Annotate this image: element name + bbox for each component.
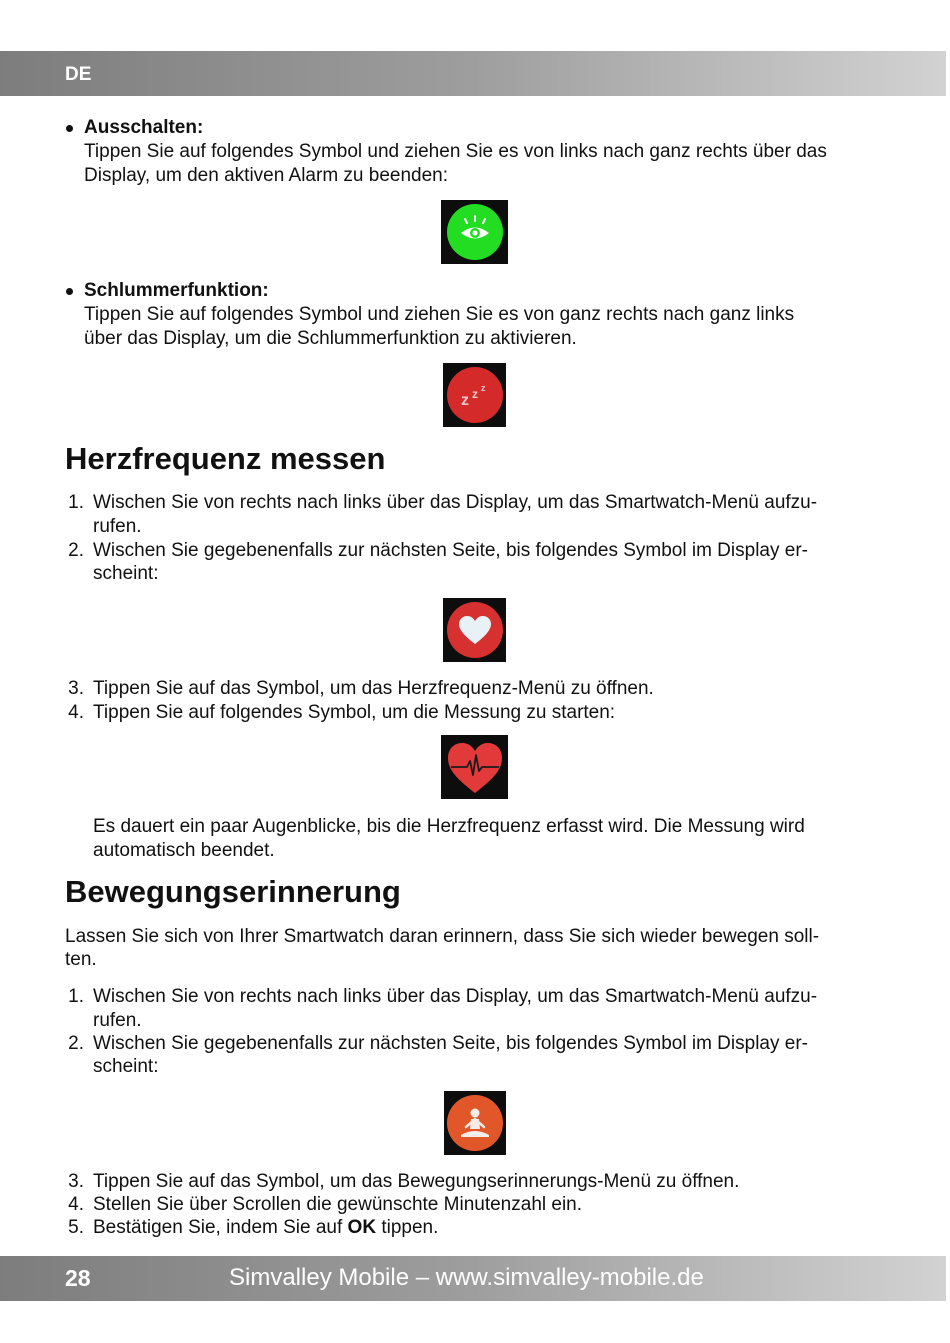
step-number: 4.: [68, 702, 84, 723]
step-number: 5.: [68, 1217, 84, 1238]
heart-icon: [443, 598, 506, 662]
step-text: [93, 1216, 438, 1240]
step-text: Stellen Sie über Scrollen die gewünschte Minutenzahl ein.: [93, 1194, 583, 1215]
snooze-text-line1: Tippen Sie auf folgendes Symbol und ziehen Sie es von ganz rechts nach ganz links: [84, 304, 795, 325]
bullet: [66, 288, 73, 295]
eye-icon: [441, 200, 508, 264]
snooze-text-line2: über das Display, um die Schlummerfunktion zu aktivieren.: [84, 328, 577, 349]
step-number: 2.: [68, 1033, 84, 1054]
step-number: 3.: [68, 678, 84, 699]
step-text: Wischen Sie von rechts nach links über das Display, um das Smartwatch-Menü aufzu-: [93, 986, 818, 1007]
step-text: Tippen Sie auf das Symbol, um das Bewegungserinnerungs-Menü zu öffnen.: [93, 1171, 740, 1192]
section-heading-heart-rate: Herzfrequenz messen: [65, 441, 386, 476]
step-text: Wischen Sie gegebenenfalls zur nächsten Seite, bis folgendes Symbol im Display er-: [93, 1033, 808, 1054]
step-text: scheint:: [93, 1056, 159, 1077]
snooze-title: Schlummerfunktion:: [84, 280, 269, 301]
heart-pulse-icon: [441, 735, 508, 799]
step-text: Wischen Sie von rechts nach links über das Display, um das Smartwatch-Menü aufzu-: [93, 492, 818, 513]
svg-text:z: z: [460, 392, 469, 409]
heart-note-line2: automatisch beendet.: [93, 840, 275, 861]
footer-bar: [0, 1256, 946, 1301]
step-text-part: Bestätigen Sie, indem Sie auf: [93, 1217, 348, 1238]
svg-text:z: z: [471, 387, 478, 401]
step-number: 2.: [68, 540, 84, 561]
step-number: 3.: [68, 1171, 84, 1192]
heart-note-line1: Es dauert ein paar Augenblicke, bis die Herzfrequenz erfasst wird. Die Messung wird: [93, 816, 805, 837]
step-number: 4.: [68, 1194, 84, 1215]
step-text: Tippen Sie auf folgendes Symbol, um die Messung zu starten:: [93, 702, 616, 723]
step-number: 1.: [68, 492, 84, 513]
step-text: Tippen Sie auf das Symbol, um das Herzfrequenz-Menü zu öffnen.: [93, 678, 654, 699]
movement-intro-line2: ten.: [65, 949, 97, 970]
movement-intro-line1: Lassen Sie sich von Ihrer Smartwatch daran erinnern, dass Sie sich wieder bewegen soll-: [65, 926, 820, 947]
step-text: rufen.: [93, 1010, 142, 1031]
footer-site-text: Simvalley Mobile – www.simvalley-mobile.de: [229, 1264, 704, 1291]
ok-keyword: OK: [347, 1217, 377, 1238]
alarm-off-title: Ausschalten:: [84, 117, 204, 138]
alarm-off-text-line2: Display, um den aktiven Alarm zu beenden:: [84, 165, 449, 186]
alarm-off-text-line1: Tippen Sie auf folgendes Symbol und ziehen Sie es von links nach ganz rechts über das: [84, 141, 827, 162]
header-bar: [0, 51, 946, 96]
section-heading-movement: Bewegungserinnerung: [65, 874, 401, 909]
step-text: rufen.: [93, 516, 142, 537]
bullet: [66, 125, 73, 132]
language-label: DE: [65, 64, 92, 85]
page-number: 28: [65, 1265, 91, 1291]
svg-text:z: z: [480, 383, 485, 393]
snooze-zzz-icon: [443, 363, 506, 427]
meditation-person-icon: [444, 1091, 506, 1155]
step-text-part: tippen.: [376, 1217, 439, 1238]
step-text: Wischen Sie gegebenenfalls zur nächsten Seite, bis folgendes Symbol im Display er-: [93, 540, 808, 561]
step-number: 1.: [68, 986, 84, 1007]
step-text: scheint:: [93, 563, 159, 584]
